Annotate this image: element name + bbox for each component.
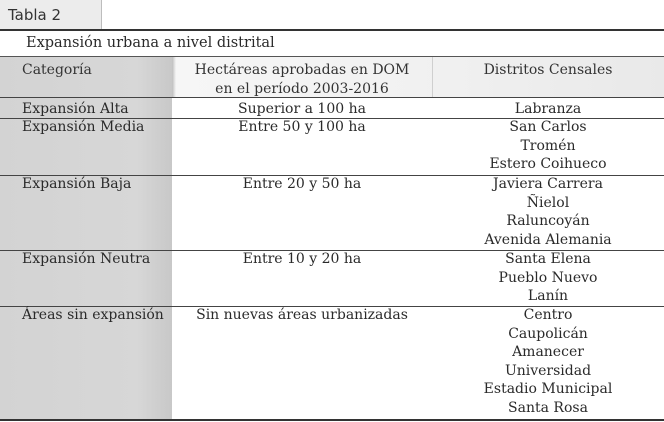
district: Lanín (527, 288, 569, 305)
header-rule (0, 97, 664, 98)
header-category: Categoría (22, 62, 92, 78)
district: Amanecer (512, 344, 584, 361)
row-districts (432, 250, 664, 306)
district: Santa Rosa (508, 399, 588, 416)
row-hectares: Entre 50 y 100 ha (238, 119, 366, 135)
header-districts: Distritos Censales (483, 62, 613, 78)
district: Avenida Alemania (484, 231, 612, 248)
row-category: Expansión Neutra (22, 251, 151, 267)
district: Javiera Carrera (493, 176, 603, 192)
district: Ñielol (526, 194, 570, 211)
row-category: Expansión Baja (22, 176, 132, 192)
header-hectares-line2: en el período 2003-2016 (215, 80, 389, 97)
district: Labranza (514, 101, 582, 117)
bottom-rule (0, 419, 664, 421)
row-districts (432, 175, 664, 249)
district: Estero Coihueco (489, 156, 607, 173)
district: Universidad (504, 362, 592, 379)
header-hectares (172, 61, 432, 98)
district: Estadio Municipal (483, 381, 613, 398)
row-districts (432, 306, 664, 418)
district: Raluncoyán (506, 213, 590, 230)
table-label-tab: Tabla 2 (0, 0, 102, 29)
row-hectares: Entre 10 y 20 ha (242, 251, 362, 267)
district: San Carlos (509, 119, 587, 135)
row-category: Áreas sin expansión (22, 307, 164, 323)
table-caption: Expansión urbana a nivel distrital (26, 35, 275, 51)
district: Santa Elena (505, 251, 591, 267)
row-districts (432, 118, 664, 174)
row-hectares: Superior a 100 ha (238, 101, 366, 117)
district: Pueblo Nuevo (498, 269, 598, 286)
top-rule (0, 29, 664, 31)
row-category: Expansión Media (22, 119, 145, 135)
header-hectares-line1: Hectáreas aprobadas en DOM (194, 62, 410, 78)
row-category: Expansión Alta (22, 101, 129, 117)
district: Tromén (520, 137, 576, 154)
district: Centro (523, 307, 573, 323)
row-districts (432, 100, 664, 119)
row-hectares: Sin nuevas áreas urbanizadas (196, 307, 408, 323)
district: Caupolicán (508, 325, 588, 342)
row-hectares: Entre 20 y 50 ha (242, 176, 362, 192)
